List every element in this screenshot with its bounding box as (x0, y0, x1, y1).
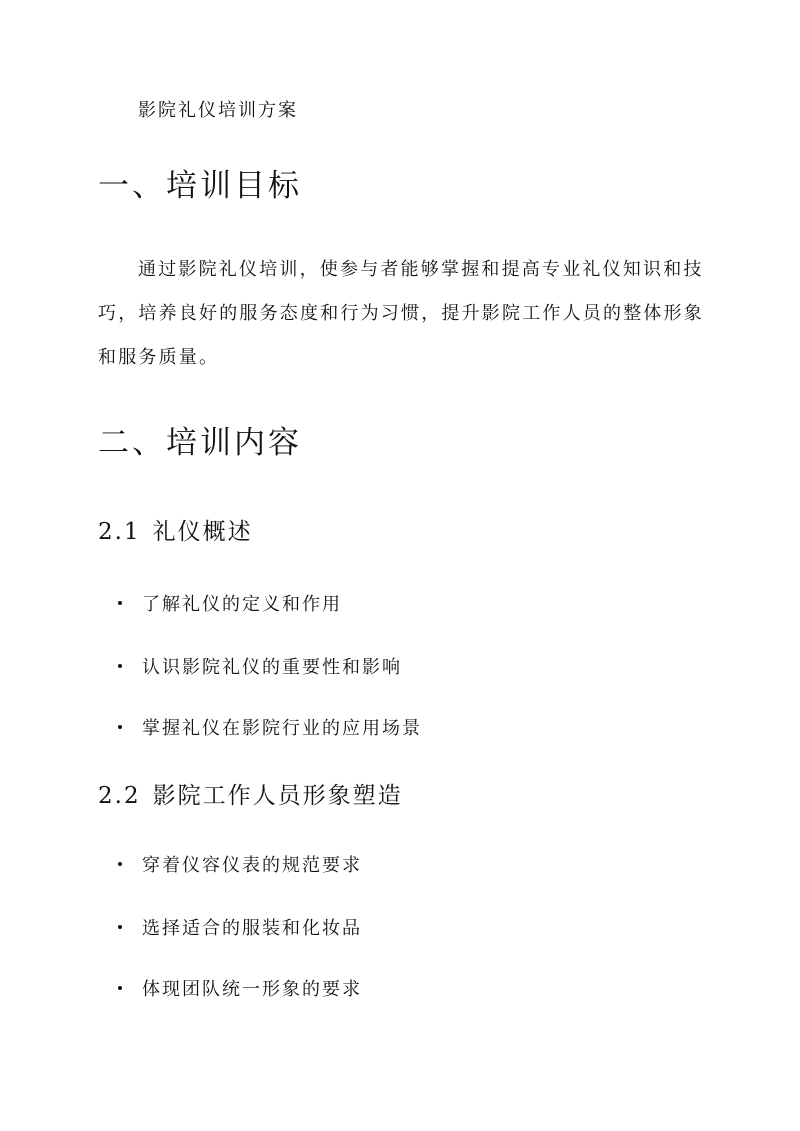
list-item (118, 914, 362, 940)
list-item-text: 认识影院礼仪的重要性和影响 (142, 657, 402, 678)
subsection-title: 礼仪概述 (152, 519, 253, 545)
subsection-heading-etiquette-overview (98, 513, 253, 546)
section-heading-content: 二、培训内容 (98, 425, 302, 461)
section-heading-objectives: 一、培训目标 (98, 168, 302, 204)
bullet-icon (118, 986, 122, 990)
list-item (118, 590, 342, 616)
list-item-text: 掌握礼仪在影院行业的应用场景 (142, 718, 422, 739)
list-item (118, 851, 362, 877)
bullet-icon (118, 664, 122, 668)
list-item-text: 穿着仪容仪表的规范要求 (142, 855, 362, 876)
objectives-paragraph: 通过影院礼仪培训，使参与者能够掌握和提高专业礼仪知识和技巧，培养良好的服务态度和行为习惯，提升影院工作人员的整体形象和服务质量。 (98, 259, 704, 368)
bullet-icon (118, 601, 122, 605)
bullet-icon (118, 862, 122, 866)
list-item (118, 975, 362, 1001)
list-item-text: 了解礼仪的定义和作用 (142, 594, 342, 615)
subsection-heading-staff-image (98, 777, 403, 810)
list-item-text: 选择适合的服装和化妆品 (142, 918, 362, 939)
subsection-title: 影院工作人员形象塑造 (152, 783, 403, 809)
bullet-icon (118, 925, 122, 929)
bullet-icon (118, 725, 122, 729)
list-item (118, 653, 402, 679)
subsection-number: 2.2 (98, 783, 141, 809)
list-item-text: 体现团队统一形象的要求 (142, 979, 362, 1000)
subsection-number: 2.1 (98, 519, 141, 545)
list-item (118, 714, 422, 740)
document-title: 影院礼仪培训方案 (138, 100, 298, 121)
